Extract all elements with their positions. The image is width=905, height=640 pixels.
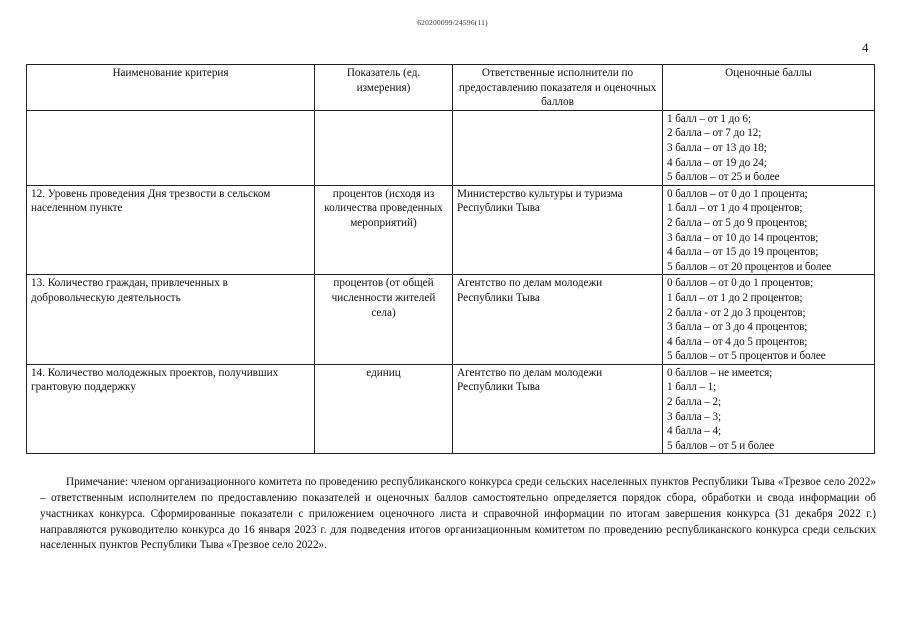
score-line: 3 балла – 3; [667,410,721,423]
table-body [27,110,875,454]
score-line: 0 баллов – не имеется; [667,366,773,379]
score-line: 0 баллов – от 0 до 1 процентов; [667,277,814,290]
score-line: 3 балла – от 3 до 4 процентов; [667,321,808,334]
criterion-cell: 12. Уровень проведения Дня трезвости в сельском населенном пункте [27,185,315,275]
page-number: 4 [862,40,869,55]
score-line: 4 балла – от 19 до 24; [667,156,767,169]
scores-cell [663,110,875,185]
score-line: 0 баллов – от 0 до 1 процента; [667,187,808,200]
score-line: 3 балла – от 13 до 18; [667,141,767,154]
score-line: 1 балл – от 1 до 2 процентов; [667,291,803,304]
header-indicator: Показатель (ед. измерения) [315,65,453,111]
score-line: 5 баллов – от 5 процентов и более [667,350,826,363]
criterion-cell: 13. Количество граждан, привлеченных в добровольческую деятельность [27,275,315,365]
executor-cell: Агентство по делам молодежи Республики Тыва [453,275,663,365]
score-line: 4 балла – от 4 до 5 процентов; [667,335,808,348]
criterion-cell: 14. Количество молодежных проектов, получивших грантовую поддержку [27,364,315,454]
indicator-cell: процентов (от общей численности жителей села) [315,275,453,365]
header-executor: Ответственные исполнители по предоставлению показателя и оценочных баллов [453,65,663,111]
criterion-cell [27,110,315,185]
score-line: 2 балла – от 5 до 9 процентов; [667,216,808,229]
score-line: 5 баллов – от 20 процентов и более [667,260,832,273]
header-criterion: Наименование критерия [27,65,315,111]
score-line: 2 балла - от 2 до 3 процентов; [667,306,806,319]
header-scores: Оценочные баллы [663,65,875,111]
score-line: 4 балла – 4; [667,425,721,438]
scores-cell [663,275,875,365]
table-header-row [27,65,875,111]
scores-cell [663,364,875,454]
executor-cell: Агентство по делам молодежи Республики Тыва [453,364,663,454]
table-row [27,275,875,365]
score-line: 1 балл – 1; [667,381,717,394]
score-line: 5 баллов – от 5 и более [667,439,775,452]
executor-cell [453,110,663,185]
table-row [27,185,875,275]
score-line: 1 балл – от 1 до 6; [667,112,751,125]
score-line: 2 балла – 2; [667,396,721,409]
score-line: 2 балла – от 7 до 12; [667,127,762,140]
criteria-table [26,64,875,454]
score-line: 1 балл – от 1 до 4 процентов; [667,202,803,215]
document-id: 620200099/24596(11) [417,18,488,27]
indicator-cell [315,110,453,185]
indicator-cell: процентов (исходя из количества проведенных мероприятий) [315,185,453,275]
score-line: 3 балла – от 10 до 14 процентов; [667,231,819,244]
executor-cell: Министерство культуры и туризма Республики Тыва [453,185,663,275]
footnote: Примечание: членом организационного комитета по проведению республиканского конкурса среди сельских населенных пунктов Республики Тыва «Трезвое село 2022» – ответственным исполнителем по предоставлению показателей и оценочных баллов самостоятельно определяется порядок сбора, обработки и свода информации об участниках конкурса. Сформированные показатели с приложением оценочного листа и справочной информации по итогам завершения конкурса (31 декабря 2022 г.) направляются руководителю конкурса до 16 января 2023 г. для подведения итогов организационным комитетом по проведению республиканского конкурса среди сельских населенных пунктов Республики Тыва «Трезвое село 2022». [40,476,876,552]
table-row [27,364,875,454]
indicator-cell: единиц [315,364,453,454]
score-line: 4 балла – от 15 до 19 процентов; [667,246,819,259]
scores-cell [663,185,875,275]
score-line: 5 баллов – от 25 и более [667,171,780,184]
table-row [27,110,875,185]
